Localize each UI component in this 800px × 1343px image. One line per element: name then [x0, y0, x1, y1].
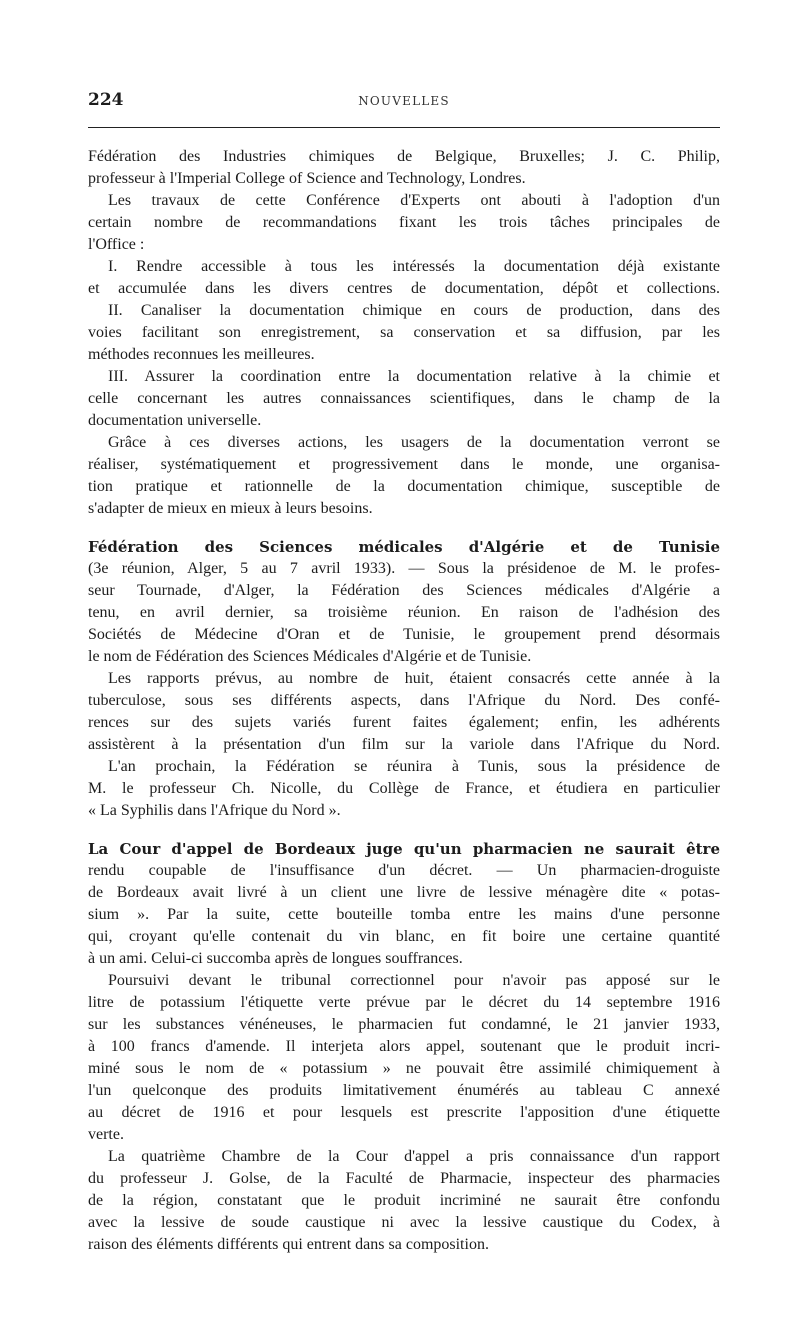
text-line: et accumulée dans les divers centres de documentation, dépôt et collections. [88, 280, 720, 297]
text-line: La quatrième Chambre de la Cour d'appel a pris connaissance d'un rapport [108, 1148, 720, 1165]
text-line: Fédération des Industries chimiques de Belgique, Bruxelles; J. C. Philip, [88, 148, 720, 165]
text-line: réaliser, systématiquement et progressivement dans le monde, une organisa- [88, 456, 720, 473]
text-line: assistèrent à la présentation d'un film sur la variole dans l'Afrique du Nord. [88, 736, 720, 753]
text-line: tion pratique et rationnelle de la documentation chimique, susceptible de [88, 478, 720, 495]
text-line: Sociétés de Médecine d'Oran et de Tunisie, le groupement prend désormais [88, 626, 720, 643]
page-header [88, 90, 720, 116]
text-line: au décret de 1916 et pour lesquels est prescrite l'apposition d'une étiquette [88, 1104, 720, 1121]
section-gap [88, 520, 720, 536]
text-line: celle concernant les autres connaissances scientifiques, dans le champ de la [88, 390, 720, 407]
header-rule [88, 127, 720, 128]
text-line: professeur à l'Imperial College of Science and Technology, Londres. [88, 170, 526, 187]
text-line: « La Syphilis dans l'Afrique du Nord ». [88, 802, 341, 819]
text-line: documentation universelle. [88, 412, 262, 429]
page-number: 224 [88, 90, 124, 110]
text-line: à un ami. Celui-ci succomba après de longues souffrances. [88, 950, 463, 967]
text-line: rences sur des sujets variés furent faites également; enfin, les adhérents [88, 714, 720, 731]
text-line: avec la lessive de soude caustique ni avec la lessive caustique du Codex, à [88, 1214, 720, 1231]
text-line: L'an prochain, la Fédération se réunira à Tunis, sous la présidence de [108, 758, 720, 775]
text-line: litre de potassium l'étiquette verte prévue par le décret du 14 septembre 1916 [88, 994, 720, 1011]
section-gap [88, 822, 720, 838]
text-line: le nom de Fédération des Sciences Médicales d'Algérie et de Tunisie. [88, 648, 532, 665]
running-title: NOUVELLES [358, 94, 450, 108]
section-heading: La Cour d'appel de Bordeaux juge qu'un pharmacien ne saurait être [88, 840, 720, 858]
text-line: l'un quelconque des produits limitativement énumérés au tableau C annexé [88, 1082, 720, 1099]
text-line: méthodes reconnues les meilleures. [88, 346, 315, 363]
text-line: de la région, constatant que le produit incriminé ne saurait être confondu [88, 1192, 720, 1209]
text-line: (3e réunion, Alger, 5 au 7 avril 1933). — Sous la présidenoe de M. le profes- [88, 560, 720, 577]
section-heading: Fédération des Sciences médicales d'Algérie et de Tunisie [88, 538, 720, 556]
article-body [88, 146, 720, 1256]
text-line: II. Canaliser la documentation chimique en cours de production, dans des [108, 302, 720, 319]
text-line: qui, croyant qu'elle contenait du vin blanc, en fit boire une certaine quantité [88, 928, 720, 945]
text-line: tenu, en avril dernier, sa troisième réunion. En raison de l'adhésion des [88, 604, 720, 621]
text-line: rendu coupable de l'insuffisance d'un décret. — Un pharmacien-droguiste [88, 862, 720, 879]
text-line: Poursuivi devant le tribunal correctionnel pour n'avoir pas apposé sur le [108, 972, 720, 989]
text-line: certain nombre de recommandations fixant les trois tâches principales de [88, 214, 720, 231]
text-line: raison des éléments différents qui entrent dans sa composition. [88, 1236, 489, 1253]
text-line: voies facilitant son enregistrement, sa conservation et sa diffusion, par les [88, 324, 720, 341]
text-line: III. Assurer la coordination entre la documentation relative à la chimie et [108, 368, 720, 385]
text-line: de Bordeaux avait livré à un client une livre de lessive ménagère dite « potas- [88, 884, 720, 901]
text-line: I. Rendre accessible à tous les intéressés la documentation déjà existante [108, 258, 720, 275]
text-line: Grâce à ces diverses actions, les usagers de la documentation verront se [108, 434, 720, 451]
text-line: sur les substances vénéneuses, le pharmacien fut condamné, le 21 janvier 1933, [88, 1016, 720, 1033]
text-line: miné sous le nom de « potassium » ne pouvait être assimilé chimiquement à [88, 1060, 720, 1077]
text-line: sium ». Par la suite, cette bouteille tomba entre les mains d'une personne [88, 906, 720, 923]
text-line: l'Office : [88, 236, 145, 253]
text-line: du professeur J. Golse, de la Faculté de Pharmacie, inspecteur des pharmacies [88, 1170, 720, 1187]
text-line: verte. [88, 1126, 124, 1143]
text-line: s'adapter de mieux en mieux à leurs besoins. [88, 500, 373, 517]
text-line: seur Tournade, d'Alger, la Fédération des Sciences médicales d'Algérie a [88, 582, 720, 599]
text-line: tuberculose, sous ses différents aspects, dans l'Afrique du Nord. Des confé- [88, 692, 720, 709]
text-line: Les rapports prévus, au nombre de huit, étaient consacrés cette année à la [108, 670, 720, 687]
text-line: Les travaux de cette Conférence d'Experts ont abouti à l'adoption d'un [108, 192, 720, 209]
text-line: à 100 francs d'amende. Il interjeta alors appel, soutenant que le produit incri- [88, 1038, 720, 1055]
text-line: M. le professeur Ch. Nicolle, du Collège de France, et étudiera en particulier [88, 780, 720, 797]
